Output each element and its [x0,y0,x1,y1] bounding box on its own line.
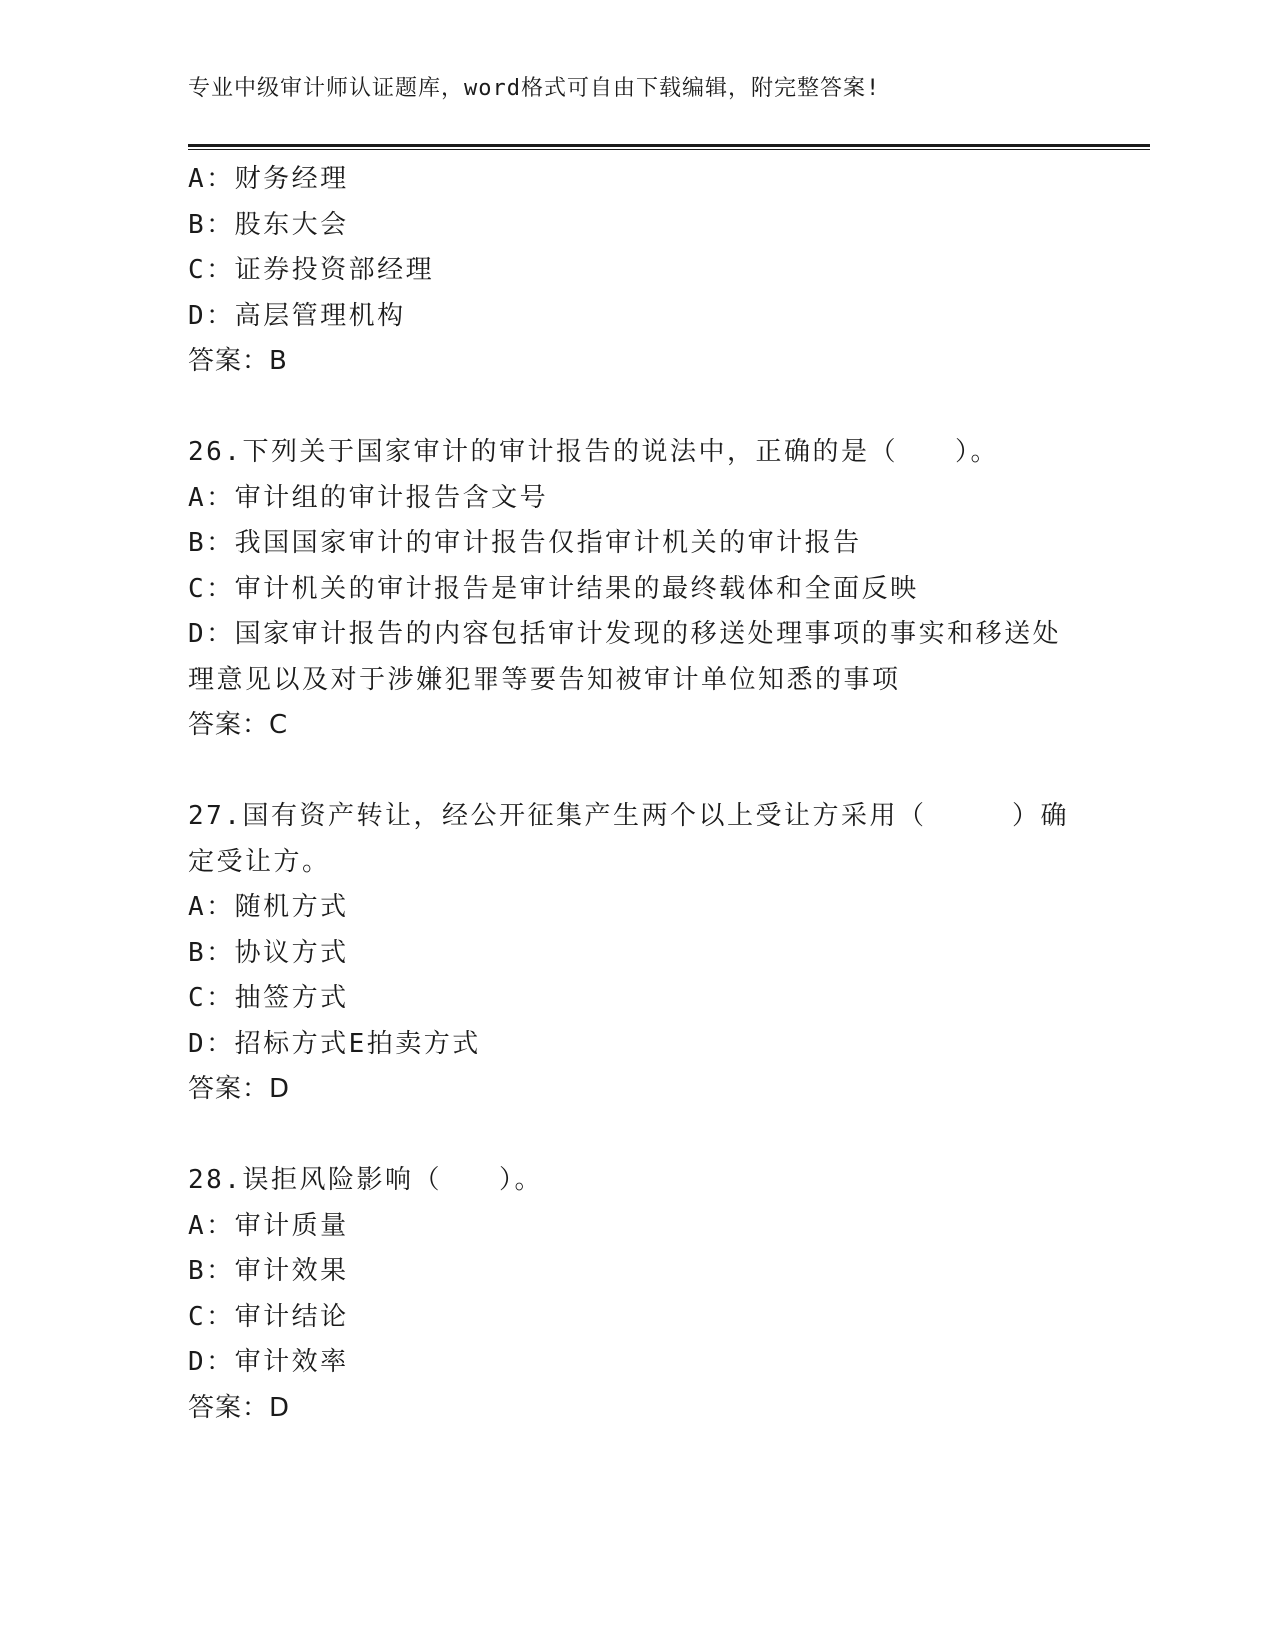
spacer [188,749,1088,795]
page-header: 专业中级审计师认证题库，word格式可自由下载编辑，附完整答案! [188,76,881,101]
answer: 答案：D [188,1392,291,1423]
option-b: B：审计效果 [188,1256,349,1286]
option-c: C：审计结论 [188,1301,349,1332]
option-b: B：我国国家审计的审计报告仅指审计机关的审计报告 [188,528,862,558]
answer: 答案：C [188,710,289,740]
spacer [188,385,1088,431]
question-block-25 [188,157,1088,385]
option-a: A：随机方式 [188,892,349,922]
question-stem-continued: 定受让方。 [188,846,331,877]
option-b: B：协议方式 [188,937,349,968]
answer: 答案：B [188,346,288,376]
option-d: D：招标方式E拍卖方式 [188,1028,481,1059]
option-c: C：证券投资部经理 [188,255,435,285]
question-block-27 [188,794,1088,1113]
question-block-26 [188,430,1088,749]
question-list [188,157,1088,1431]
question-stem: 28.误拒风险影响（ ）。 [188,1165,543,1195]
option-c: C：抽签方式 [188,983,349,1013]
header-divider [188,144,1150,150]
question-block-28 [188,1158,1088,1431]
option-d-continued: 理意见以及对于涉嫌犯罪等要告知被审计单位知悉的事项 [188,664,901,695]
option-a: A：审计质量 [188,1210,349,1241]
option-b: B：股东大会 [188,209,349,240]
option-d: D：国家审计报告的内容包括审计发现的移送处理事项的事实和移送处 [188,619,1062,649]
option-d: D：审计效率 [188,1347,349,1377]
option-a: A：财务经理 [188,164,349,194]
answer: 答案：D [188,1074,291,1104]
question-stem: 26.下列关于国家审计的审计报告的说法中，正确的是（ ）。 [188,437,999,467]
spacer [188,1113,1088,1159]
question-stem: 27.国有资产转让，经公开征集产生两个以上受让方采用（ ）确 [188,801,1069,831]
option-d: D：高层管理机构 [188,300,406,331]
option-c: C：审计机关的审计报告是审计结果的最终载体和全面反映 [188,573,919,604]
option-a: A：审计组的审计报告含文号 [188,482,549,513]
